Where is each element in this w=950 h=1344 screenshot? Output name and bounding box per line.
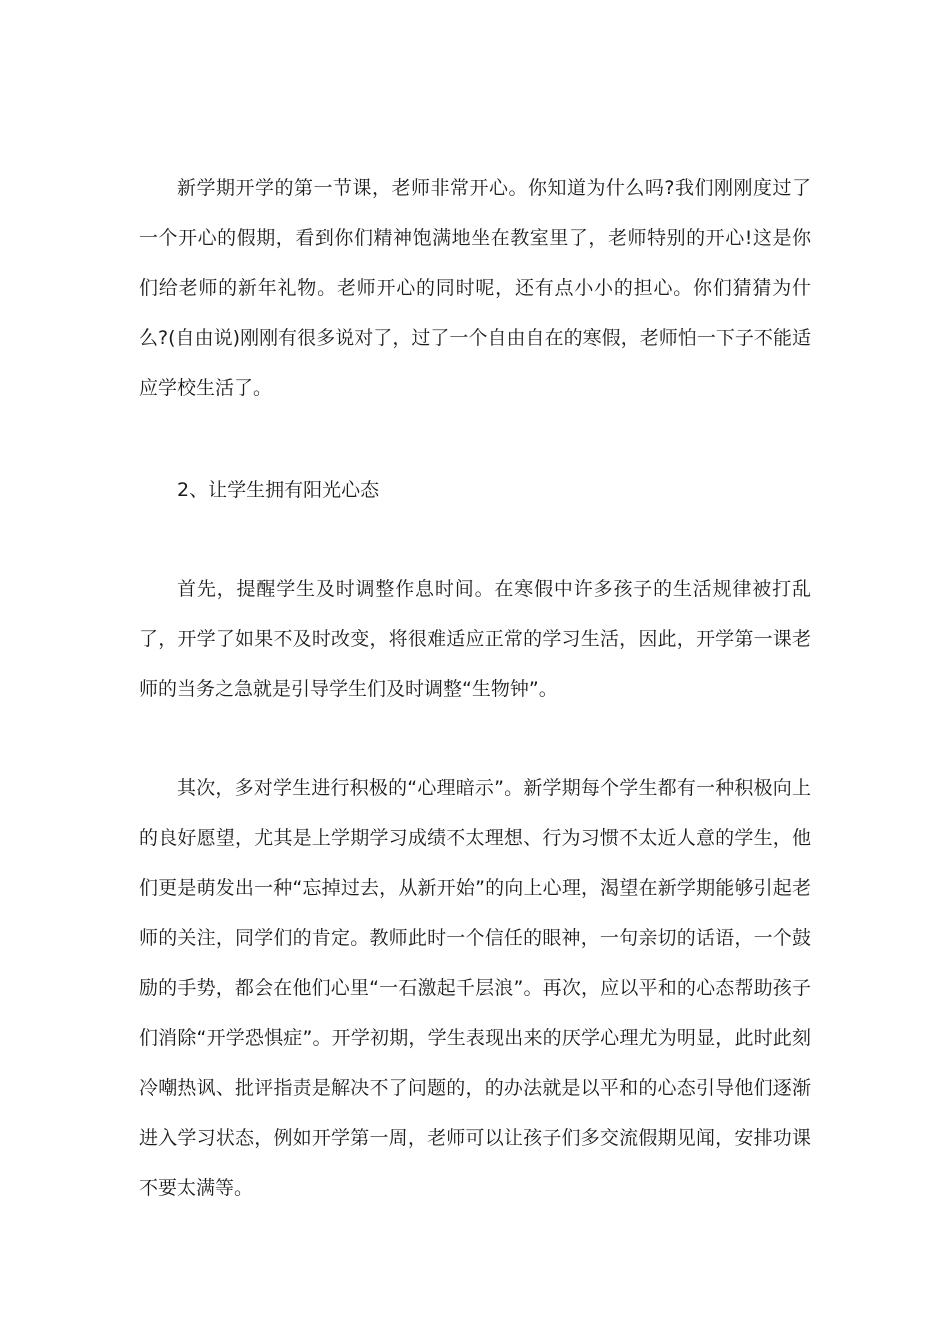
section-heading: 2、让学生拥有阳光心态 (177, 479, 380, 501)
paragraph-intro: 新学期开学的第一节课，老师非常开心。你知道为什么吗?我们刚刚度过了一个开心的假期，看到你们精神饱满地坐在教室里了，老师特别的开心!这是你们给老师的新年礼物。老师开心的同时呢，还有点小小的担心。你们猜猜为什么?(自由说)刚刚有很多说对了，过了一个自由自在的寒假，老师怕一下子不能适应学校生活了。 (139, 177, 811, 399)
paragraph-first-point: 首先，提醒学生及时调整作息时间。在寒假中许多孩子的生活规律被打乱了，开学了如果不及时改变，将很难适应正常的学习生活，因此，开学第一课老师的当务之急就是引导学生们及时调整“生物钟”。 (139, 578, 811, 700)
paragraph-second-point: 其次，多对学生进行积极的“心理暗示”。新学期每个学生都有一种积极向上的良好愿望，尤其是上学期学习成绩不太理想、行为习惯不太近人意的学生，他们更是萌发出一种“忘掉过去，从新开始”的向上心理，渴望在新学期能够引起老师的关注，同学们的肯定。教师此时一个信任的眼神，一句亲切的话语，一个鼓励的手势，都会在他们心里“一石激起千层浪”。再次，应以平和的心态帮助孩子们消除“开学恐惧症”。开学初期，学生表现出来的厌学心理尤为明显，此时此刻冷嘲热讽、批评指责是解决不了问题的，的办法就是以平和的心态引导他们逐渐进入学习状态，例如开学第一周，老师可以让孩子们多交流假期见闻，安排功课不要太满等。 (139, 777, 811, 1199)
